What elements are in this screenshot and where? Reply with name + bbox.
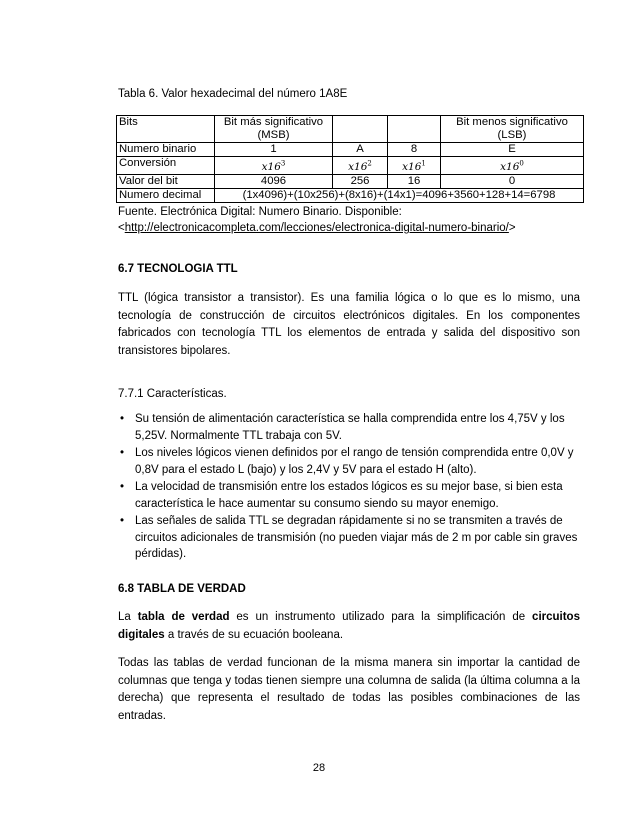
header-cell xyxy=(333,116,388,143)
page-number: 28 xyxy=(312,762,326,774)
list-item-text: La velocidad de transmisión entre los estados lógicos es su mejor base, si bien esta característica le hace aumentar su consumo siendo su mayor enemigo. xyxy=(135,481,563,510)
bullet-icon: • xyxy=(120,447,125,459)
list-item-text: Su tensión de alimentación característica se halla comprendida entre los 4,75V y los 5,25V. Normalmente TTL trabaja con 5V. xyxy=(135,413,565,442)
table-cell xyxy=(215,157,333,175)
table-row xyxy=(117,174,584,188)
table-cell: 1 xyxy=(215,143,333,157)
bold-term: circuitos digitales xyxy=(118,611,580,641)
math-exponent: 3 xyxy=(280,159,286,167)
section-heading-truth-table: 6.8 TABLA DE VERDAD xyxy=(118,583,246,595)
table-cell: 16 xyxy=(388,174,441,188)
bullet-icon: • xyxy=(120,481,125,493)
text-run: La xyxy=(118,611,138,623)
header-cell: Bit menos significativo (LSB) xyxy=(441,116,584,143)
bullet-icon: • xyxy=(120,413,125,425)
hex-value-table xyxy=(116,115,584,203)
table-caption: Tabla 6. Valor hexadecimal del número 1A8E xyxy=(118,88,348,100)
text-run: es un instrumento utilizado para la simplificación de xyxy=(229,611,533,623)
source-link[interactable]: http://electronicacompleta.com/lecciones/electronica-digital-numero-binario/ xyxy=(124,222,509,234)
math-base: x16 xyxy=(402,160,422,173)
source-url-line xyxy=(118,220,588,236)
math-exponent: 0 xyxy=(519,159,524,167)
table-cell: E xyxy=(441,143,584,157)
table-cell: 8 xyxy=(388,143,441,157)
characteristics-list xyxy=(118,411,582,564)
truth-table-paragraph-2: Todas las tablas de verdad funcionan de la misma manera sin importar la cantidad de columnas que tenga y todas tienen siempre una columna de salida (la última columna a la derecha) que representa el resultado de todas las posibles combinaciones de las entradas. xyxy=(118,657,580,722)
list-item xyxy=(118,479,582,512)
header-cell: Bit más significativo (MSB) xyxy=(215,116,333,143)
decimal-formula: (1x4096)+(10x256)+(8x16)+(14x1)=4096+3560+128+14=6798 xyxy=(215,188,584,202)
table-cell xyxy=(388,157,441,175)
row-label: Numero decimal xyxy=(117,188,215,202)
table-cell xyxy=(441,157,584,175)
section-heading-ttl: 6.7 TECNOLOGIA TTL xyxy=(118,263,238,275)
list-item xyxy=(118,411,582,444)
row-label: Conversión xyxy=(117,157,215,175)
math-base: x16 xyxy=(261,160,281,173)
table-row xyxy=(117,157,584,175)
url-close-bracket: > xyxy=(508,222,516,234)
table-cell: 4096 xyxy=(215,174,333,188)
math-base: x16 xyxy=(500,160,520,173)
header-cell xyxy=(388,116,441,143)
url-open-bracket: < xyxy=(118,222,125,234)
bold-term: tabla de verdad xyxy=(137,611,230,623)
math-base: x16 xyxy=(348,160,368,173)
header-cell: Bits xyxy=(117,116,215,143)
table-cell: 0 xyxy=(441,174,584,188)
table-source xyxy=(118,204,588,236)
list-item xyxy=(118,513,582,563)
list-item xyxy=(118,445,582,478)
subsection-heading: 7.7.1 Características. xyxy=(118,388,227,400)
list-item-text: Las señales de salida TTL se degradan rápidamente si no se transmiten a través de circuitos adicionales de transmisión (no pueden viajar más de 2 m por cable sin graves pérdidas). xyxy=(135,515,578,560)
table-cell xyxy=(333,157,388,175)
table-row xyxy=(117,143,584,157)
list-item-text: Los niveles lógicos vienen definidos por el rango de tensión comprendida entre 0,0V y 0,8V para el estado L (bajo) y los 2,4V y 5V para el estado H (alto). xyxy=(135,447,574,476)
math-exponent: 1 xyxy=(421,159,426,167)
math-exponent: 2 xyxy=(367,159,372,167)
table-cell: A xyxy=(333,143,388,157)
table-header-row xyxy=(117,116,584,143)
table-cell: 256 xyxy=(333,174,388,188)
text-run: a través de su ecuación booleana. xyxy=(164,628,344,641)
source-text: Fuente. Electrónica Digital: Numero Binario. Disponible: xyxy=(118,206,402,218)
ttl-paragraph: TTL (lógica transistor a transistor). Es una familia lógica o lo que es lo mismo, una tecnología de construcción de circuitos electrónicos digitales. En los componentes fabricados con tecnología TTL los elementos de entrada y salida del dispositivo son transistores bipolares. xyxy=(118,292,580,357)
row-label: Valor del bit xyxy=(117,174,215,188)
table-row xyxy=(117,188,584,202)
bullet-icon: • xyxy=(120,515,125,527)
row-label: Numero binario xyxy=(117,143,215,157)
truth-table-paragraph-1 xyxy=(118,609,580,644)
